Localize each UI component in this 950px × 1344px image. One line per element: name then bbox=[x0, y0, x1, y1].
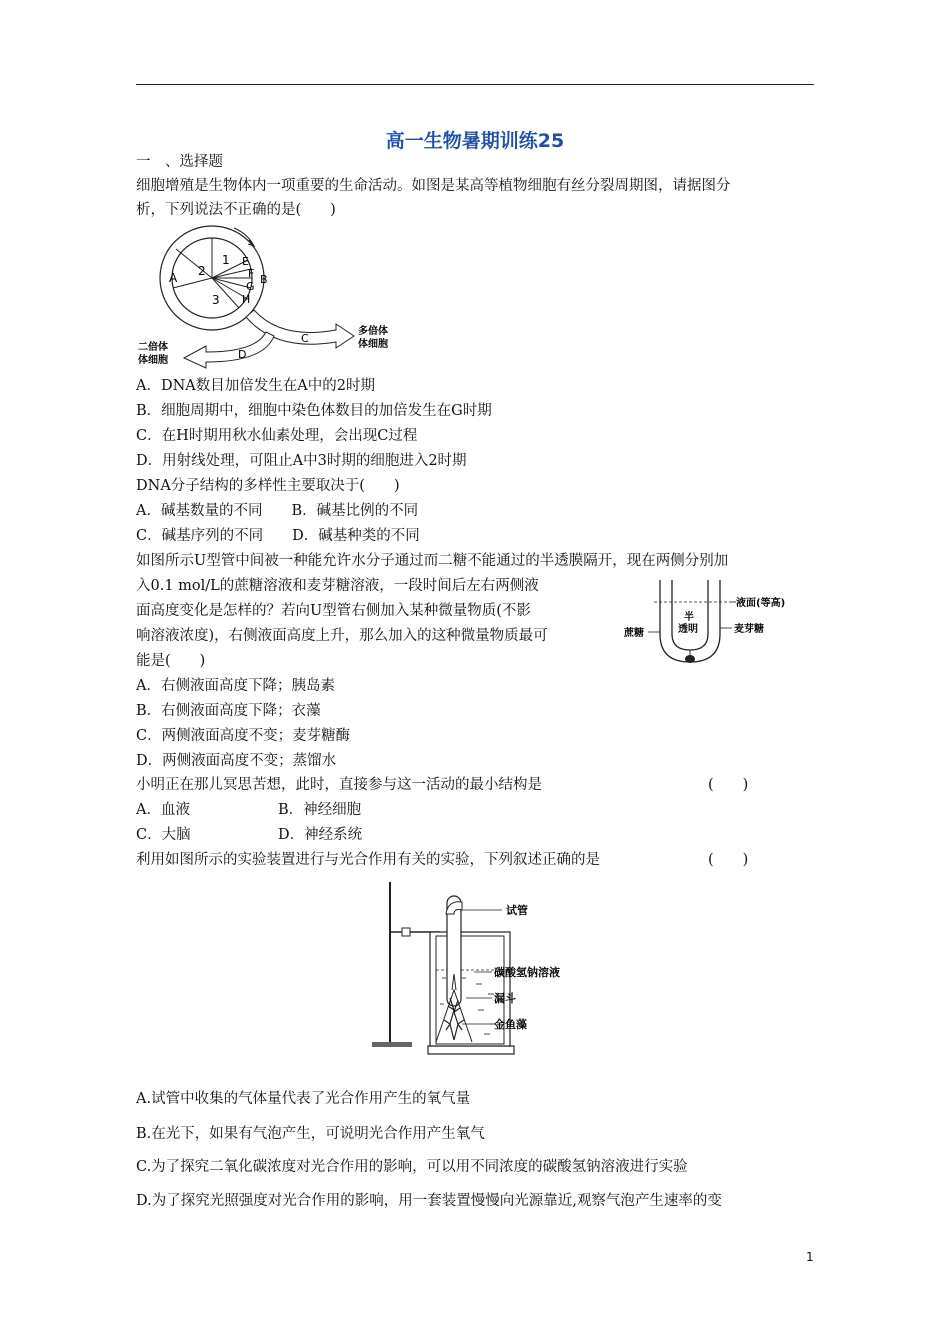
page-title: 高一生物暑期训练25 bbox=[385, 130, 565, 152]
q2-options-row2: C．碱基序列的不同 D．碱基种类的不同 bbox=[136, 528, 420, 544]
label-h: H bbox=[242, 293, 251, 306]
maltose-label: 麦芽糖 bbox=[734, 624, 764, 635]
q3-stem-line3: 面高度变化是怎样的？若向U型管右侧加入某种微量物质(不影 bbox=[136, 603, 531, 619]
q3-stem-line5: 能是( ) bbox=[136, 653, 206, 669]
q2-options-row1: A．碱基数量的不同 B．碱基比例的不同 bbox=[136, 503, 419, 519]
section-heading: 一 、选择题 bbox=[136, 154, 223, 170]
q3-stem-line4: 响溶液浓度)，右侧液面高度上升，那么加入的这种微量物质最可 bbox=[136, 628, 548, 644]
q2-stem: DNA分子结构的多样性主要取决于( ) bbox=[136, 478, 400, 494]
label-a: A bbox=[169, 271, 178, 285]
liquid-level-label: 液面(等高) bbox=[736, 598, 786, 609]
label-d: D bbox=[238, 348, 247, 361]
q4-option-a: A．血液 bbox=[136, 802, 190, 818]
q3-stem-line1: 如图所示U型管中间被一种能允许水分子通过而二糖不能通过的半透膜隔开，现在两侧分别加 bbox=[136, 553, 729, 569]
label-3: 3 bbox=[212, 293, 220, 307]
label-e: E bbox=[242, 255, 249, 268]
q3-option-d: D．两侧液面高度不变；蒸馏水 bbox=[136, 753, 337, 769]
membrane-label: 半 bbox=[684, 612, 694, 623]
label-c: C bbox=[301, 332, 309, 345]
q4-option-d: D．神经系统 bbox=[278, 827, 363, 843]
label-1: 1 bbox=[222, 253, 230, 267]
tube-label: 试管 bbox=[506, 904, 528, 917]
q1-option-d: D．用射线处理，可阻止A中3时期的细胞进入2时期 bbox=[136, 453, 467, 469]
solution-label: 碳酸氢钠溶液 bbox=[494, 966, 560, 979]
sucrose-label: 蔗糖 bbox=[624, 628, 644, 639]
diploid-label: 二倍体 bbox=[138, 342, 168, 353]
q4-answer-paren: ( ) bbox=[708, 777, 749, 793]
q1-stem-line1: 细胞增殖是生物体内一项重要的生命活动。如图是某高等植物细胞有丝分裂周期图，请据图分 bbox=[136, 178, 731, 194]
q1-stem-line2: 析，下列说法不正确的是( ) bbox=[136, 202, 336, 218]
q5-answer-paren: ( ) bbox=[708, 852, 749, 868]
photosynthesis-apparatus bbox=[366, 874, 596, 1064]
label-g: G bbox=[246, 280, 255, 293]
header-rule bbox=[136, 84, 814, 85]
page-number: 1 bbox=[806, 1250, 814, 1264]
q4-option-b: B．神经细胞 bbox=[278, 802, 362, 818]
label-b: B bbox=[260, 273, 268, 286]
u-tube-diagram bbox=[620, 572, 820, 672]
q3-stem-line2: 入0.1 mol/L的蔗糖溶液和麦芽糖溶液，一段时间后左右两侧液 bbox=[136, 578, 539, 594]
diploid-label2: 体细胞 bbox=[138, 355, 168, 366]
label-2: 2 bbox=[198, 264, 206, 278]
label-f: F bbox=[248, 267, 255, 280]
q1-option-c: C．在H时期用秋水仙素处理，会出现C过程 bbox=[136, 428, 418, 444]
q4-stem: 小明正在那儿冥思苦想，此时，直接参与这一活动的最小结构是 bbox=[136, 777, 542, 793]
q1-option-a: A．DNA数目加倍发生在A中的2时期 bbox=[136, 378, 375, 394]
q4-option-c: C．大脑 bbox=[136, 827, 191, 843]
q5-option-d: D.为了探究光照强度对光合作用的影响，用一套装置慢慢向光源靠近,观察气泡产生速率的变 bbox=[136, 1193, 722, 1209]
q5-option-b: B.在光下，如果有气泡产生，可说明光合作用产生氧气 bbox=[136, 1126, 485, 1142]
funnel-label: 漏斗 bbox=[494, 992, 516, 1005]
q3-option-b: B．右侧液面高度下降；衣藻 bbox=[136, 703, 321, 719]
q5-stem: 利用如图所示的实验装置进行与光合作用有关的实验，下列叙述正确的是 bbox=[136, 852, 600, 868]
polyploid-label: 多倍体 bbox=[358, 326, 388, 337]
q5-option-c: C.为了探究二氧化碳浓度对光合作用的影响，可以用不同浓度的碳酸氢钠溶液进行实验 bbox=[136, 1159, 688, 1175]
polyploid-label2: 体细胞 bbox=[358, 339, 388, 350]
q1-option-b: B．细胞周期中，细胞中染色体数目的加倍发生在G时期 bbox=[136, 403, 492, 419]
membrane-label2: 透明 bbox=[678, 624, 698, 635]
q5-option-a: A.试管中收集的气体量代表了光合作用产生的氧气量 bbox=[136, 1091, 471, 1107]
cell-cycle-diagram bbox=[136, 222, 426, 372]
q3-option-c: C．两侧液面高度不变；麦芽糖酶 bbox=[136, 728, 351, 744]
plant-label: 金鱼藻 bbox=[494, 1018, 527, 1031]
q3-option-a: A．右侧液面高度下降；胰岛素 bbox=[136, 678, 335, 694]
